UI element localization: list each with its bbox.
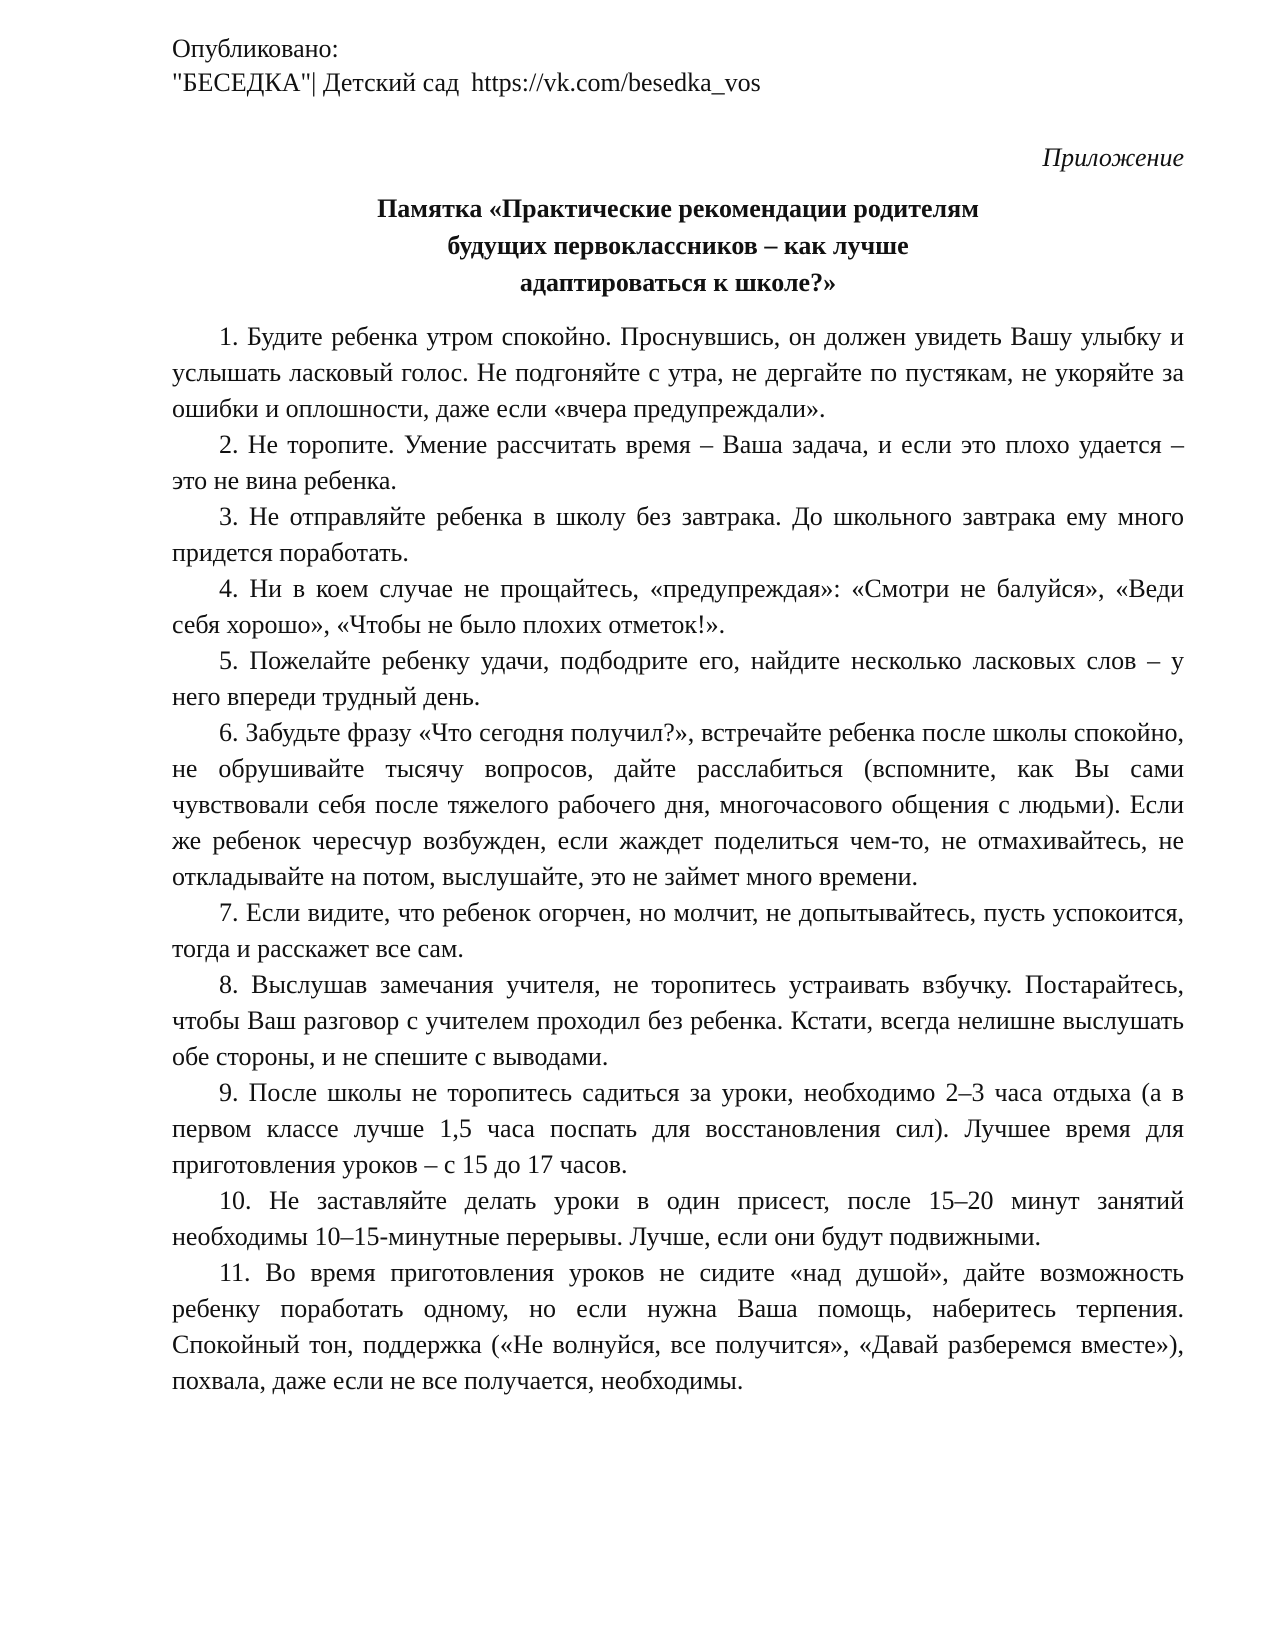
recommendation-item: 6. Забудьте фразу «Что сегодня получил?», встречайте ребенка после школы спокойно, не обрушивайте тысячу вопросов, дайте расслабиться (вспомните, как Вы сами чувствовали себя после тяжелого рабочего дня, многочасового общения с людьми). Если же ребенок чересчур возбужден, если жаждет поделиться чем-то, не отмахивайтесь, не откладывайте на потом, выслушайте, это не займет много времени. bbox=[172, 718, 1184, 891]
published-label: Опубликовано: bbox=[172, 34, 339, 63]
source-url[interactable]: https://vk.com/besedka_vos bbox=[471, 68, 761, 97]
recommendation-item: 7. Если видите, что ребенок огорчен, но молчит, не допытывайтесь, пусть успокоится, тогда и расскажет все сам. bbox=[172, 898, 1184, 963]
document-body bbox=[172, 140, 1184, 1399]
recommendation-item: 4. Ни в коем случае не прощайтесь, «предупреждая»: «Смотри не балуйся», «Веди себя хорошо», «Чтобы не было плохих отметок!». bbox=[172, 574, 1184, 639]
recommendation-item: 2. Не торопите. Умение рассчитать время – Ваша задача, и если это плохо удается – это не вина ребенка. bbox=[172, 430, 1184, 495]
document-title bbox=[172, 190, 1184, 301]
recommendation-item: 11. Во время приготовления уроков не сидите «над душой», дайте возможность ребенку поработать одному, но если нужна Ваша помощь, наберитесь терпения. Спокойный тон, поддержка («Не волнуйся, все получится», «Давай разберемся вместе»), похвала, даже если не все получается, необходимы. bbox=[172, 1258, 1184, 1395]
recommendation-item: 5. Пожелайте ребенку удачи, подбодрите его, найдите несколько ласковых слов – у него впереди трудный день. bbox=[172, 646, 1184, 711]
appendix-label: Приложение bbox=[1042, 143, 1184, 172]
source-line bbox=[172, 66, 761, 100]
recommendation-item: 3. Не отправляйте ребенка в школу без завтрака. До школьного завтрака ему много придется поработать. bbox=[172, 502, 1184, 567]
title-line: Памятка «Практические рекомендации родителям bbox=[377, 194, 979, 223]
publication-header bbox=[172, 32, 761, 100]
title-line: будущих первоклассников – как лучше bbox=[447, 231, 909, 260]
recommendation-item: 1. Будите ребенка утром спокойно. Проснувшись, он должен увидеть Вашу улыбку и услышать ласковый голос. Не подгоняйте с утра, не дергайте по пустякам, не укоряйте за ошибки и оплошности, даже если «вчера предупреждали». bbox=[172, 322, 1184, 423]
source-name: "БЕСЕДКА"| Детский сад bbox=[172, 68, 460, 97]
recommendation-item: 10. Не заставляйте делать уроки в один присест, после 15–20 минут занятий необходимы 10–15-минутные перерывы. Лучше, если они будут подвижными. bbox=[172, 1186, 1184, 1251]
recommendation-item: 9. После школы не торопитесь садиться за уроки, необходимо 2–3 часа отдыха (а в первом классе лучше 1,5 часа поспать для восстановления сил). Лучшее время для приготовления уроков – с 15 до 17 часов. bbox=[172, 1078, 1184, 1179]
recommendations-list bbox=[172, 319, 1184, 1399]
recommendation-item: 8. Выслушав замечания учителя, не торопитесь устраивать взбучку. Постарайтесь, чтобы Ваш разговор с учителем проходил без ребенка. Кстати, всегда нелишне выслушать обе стороны, и не спешите с выводами. bbox=[172, 970, 1184, 1071]
title-line: адаптироваться к школе?» bbox=[519, 268, 837, 297]
